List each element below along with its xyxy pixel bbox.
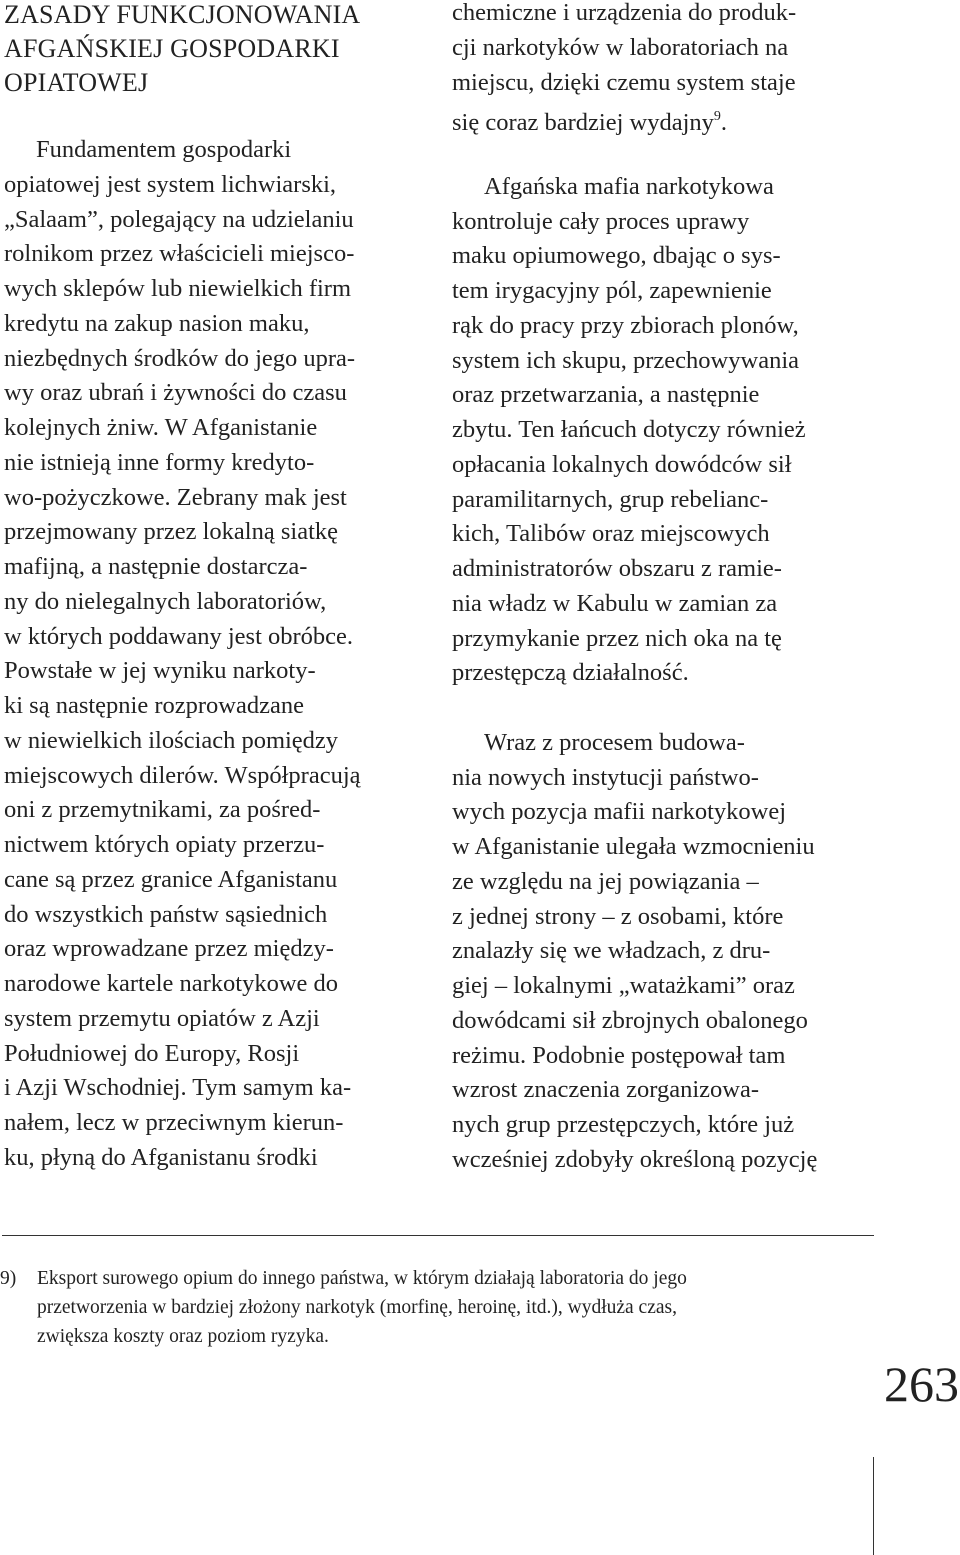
- body-text-line: miejscowych dilerów. Współpracują: [4, 761, 361, 789]
- body-text-line: przestępczą działalność.: [452, 659, 689, 687]
- body-text-line: opiatowej jest system lichwiarski,: [4, 170, 337, 198]
- footnote-reference[interactable]: 9: [713, 109, 721, 125]
- body-text-line: się coraz bardziej wydajny$^9$.: [452, 109, 728, 137]
- body-text-line: Południowej do Europy, Rosji: [4, 1039, 300, 1067]
- body-text-line: miejscu, dzięki czemu system staje: [452, 68, 796, 96]
- body-text-line: wych pozycja mafii narkotykowej: [452, 798, 787, 826]
- body-text-line: dowódcami sił zbrojnych obalonego: [452, 1006, 808, 1034]
- body-text-line: giej – lokalnymi „watażkami” oraz: [452, 972, 795, 999]
- body-text-line: chemiczne i urządzenia do produk-: [452, 0, 797, 26]
- body-text-line: paramilitarnych, grup rebelianc-: [452, 485, 769, 513]
- body-text-line: Afgańska mafia narkotykowa: [484, 172, 774, 200]
- body-text-line: wcześniej zdobyły określoną pozycję: [452, 1145, 818, 1173]
- body-text-line: wych sklepów lub niewielkich firm: [4, 275, 352, 302]
- footnote-line: zwiększa koszty oraz poziom ryzyka.: [37, 1326, 329, 1347]
- body-text-line: nie istnieją inne formy kredyto-: [4, 448, 315, 476]
- heading-line: OPIATOWEJ: [4, 68, 149, 97]
- body-text-line: kich, Talibów oraz miejscowych: [452, 520, 770, 548]
- body-text-line: ki są następnie rozprowadzane: [4, 692, 304, 719]
- body-text-line: znalazły się we władzach, z dru-: [452, 937, 771, 965]
- footnote-line: [0, 1264, 880, 1293]
- body-text-line: z jednej strony – z osobami, które: [452, 902, 784, 930]
- body-text-line: tem irygacyjny pól, zapewnienie: [452, 277, 772, 304]
- right-text-column: [452, 0, 882, 1178]
- body-text-line: rolnikom przez właścicieli miejsco-: [4, 240, 355, 268]
- body-text-line: nictwem których opiaty przerzu-: [4, 831, 325, 858]
- body-text-line: Fundamentem gospodarki: [36, 136, 292, 163]
- body-text-line: system ich skupu, przechowywania: [452, 346, 799, 374]
- body-text-line: nia nowych instytucji państwo-: [452, 763, 759, 791]
- sentence-end: .: [720, 109, 728, 137]
- body-text-line: kredytu na zakup nasion maku,: [4, 309, 310, 337]
- body-text-line: ku, płyną do Afganistanu środki: [4, 1143, 318, 1171]
- body-text-line: i Azji Wschodniej. Tym samym ka-: [4, 1074, 352, 1102]
- body-text-line: „Salaam”, polegający na udzielaniu: [4, 205, 354, 233]
- body-text-line: system przemytu opiatów z Azji: [4, 1004, 320, 1032]
- footnote-text: Eksport surowego opium do innego państwa, w którym działają laboratoria do jego: [37, 1268, 687, 1289]
- body-text-line: przymykanie przez nich oka na tę: [452, 624, 782, 652]
- body-text-line: narodowe kartele narkotykowe do: [4, 970, 339, 997]
- body-text-line: cji narkotyków w laboratoriach na: [452, 33, 789, 61]
- footnote-number: 9): [0, 1268, 17, 1289]
- body-text-line: przejmowany przez lokalną siatkę: [4, 518, 339, 546]
- body-text-line: oraz wprowadzane przez między-: [4, 935, 334, 963]
- page-number: 263: [884, 1356, 959, 1412]
- body-text-line: wzrost znaczenia zorganizowa-: [452, 1076, 759, 1104]
- body-text-line: oraz przetwarzania, a następnie: [452, 381, 760, 409]
- footnote-line: przetworzenia w bardziej złożony narkotyk (morfinę, heroinę, itd.), wydłuża czas,: [37, 1297, 677, 1318]
- footnote-separator: [2, 1235, 874, 1236]
- body-text-line: wo-pożyczkowe. Zebrany mak jest: [4, 483, 347, 511]
- left-text-column: [4, 133, 424, 1176]
- body-text-line: wy oraz ubrań i żywności do czasu: [4, 379, 347, 407]
- body-text-line: rąk do pracy przy zbiorach plonów,: [452, 311, 799, 339]
- body-text-line: [452, 135, 882, 170]
- heading-line: AFGAŃSKIEJ GOSPODARKI: [4, 34, 340, 63]
- body-text-line: do wszystkich państw sąsiednich: [4, 900, 328, 928]
- body-text-line: [452, 691, 882, 726]
- body-text-line: opłacania lokalnych dowódców sił: [452, 450, 792, 478]
- body-text-line: w niewielkich ilościach pomiędzy: [4, 726, 339, 754]
- body-text-line: ny do nielegalnych laboratoriów,: [4, 587, 327, 615]
- body-text-line: Wraz z procesem budowa-: [484, 728, 745, 756]
- body-text-line: nałem, lecz w przeciwnym kierun-: [4, 1109, 344, 1136]
- body-text-line: w Afganistanie ulegała wzmocnieniu: [452, 833, 815, 860]
- body-text-line: Powstałe w jej wyniku narkoty-: [4, 657, 316, 685]
- body-text-line: zbytu. Ten łańcuch dotyczy również: [452, 416, 806, 443]
- body-text-line: maku opiumowego, dbając o sys-: [452, 242, 781, 270]
- body-text-line: niezbędnych środków do jego upra-: [4, 344, 356, 372]
- body-text-line: kolejnych żniw. W Afganistanie: [4, 414, 318, 441]
- body-text-line: mafijną, a następnie dostarcza-: [4, 553, 308, 580]
- body-text-line: kontroluje cały proces uprawy: [452, 207, 750, 235]
- margin-rule: [873, 1457, 874, 1555]
- body-text-line: w których poddawany jest obróbce.: [4, 622, 354, 650]
- section-heading: [4, 0, 434, 100]
- footnote: [0, 1264, 880, 1351]
- body-text-line: nia władz w Kabulu w zamian za: [452, 589, 778, 617]
- body-text-line: cane są przez granice Afganistanu: [4, 865, 338, 893]
- body-text-line: ze względu na jej powiązania –: [452, 867, 759, 895]
- body-text-line: nych grup przestępczych, które już: [452, 1111, 795, 1138]
- body-text-line: oni z przemytnikami, za pośred-: [4, 796, 321, 824]
- body-text-line: administratorów obszaru z ramie-: [452, 555, 782, 582]
- body-text-line: reżimu. Podobnie postępował tam: [452, 1041, 786, 1069]
- heading-line: ZASADY FUNKCJONOWANIA: [4, 0, 361, 29]
